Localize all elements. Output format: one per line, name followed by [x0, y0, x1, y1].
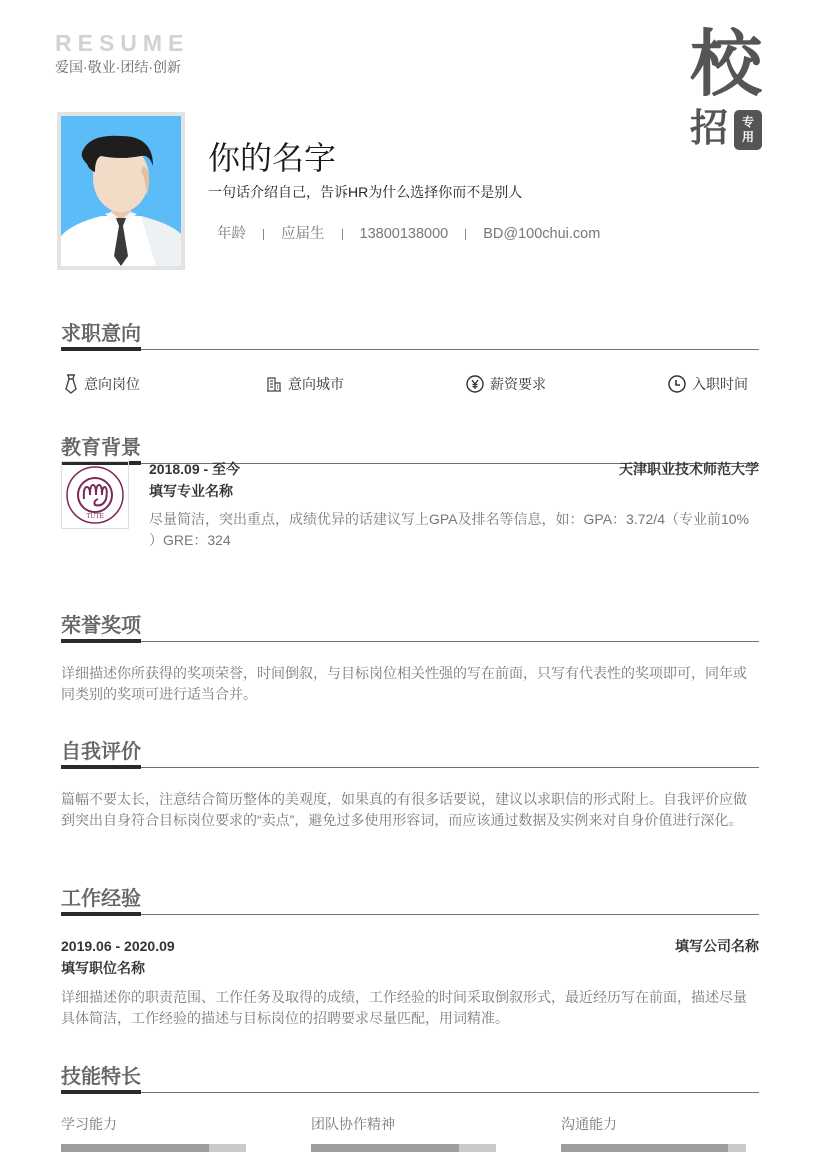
contact-divider	[263, 229, 264, 240]
intent-label: 意向城市	[288, 376, 344, 392]
skills-list	[61, 1115, 759, 1155]
work-company: 填写公司名称	[675, 938, 759, 954]
section-title: 自我评价	[61, 741, 141, 763]
contact-phone: 13800138000	[359, 226, 449, 242]
section-work-experience	[61, 887, 759, 1029]
section-title: 求职意向	[61, 323, 141, 345]
education-description: 尽量简洁，突出重点，成绩优异的话建议写上GPA及排名等信息，如：GPA：3.72/4（专业前10% ）GRE：324	[149, 511, 749, 548]
section-header	[61, 322, 759, 350]
contact-divider	[342, 229, 343, 240]
contact-age: 年龄	[217, 226, 246, 242]
skill-label: 团队协作精神	[311, 1116, 395, 1132]
school-emblem-icon	[65, 465, 125, 525]
skill-bar	[61, 1144, 246, 1152]
candidate-name: 你的名字	[208, 140, 337, 176]
skill-bar	[561, 1144, 746, 1152]
badge-tag-line1: 专	[741, 115, 754, 129]
work-description: 详细描述你的职责范围、工作任务及取得的成绩，工作经验的时间采取倒叙形式，最近经历写在前面，描述尽量具体简洁，工作经验的描述与目标岗位的招聘要求尽量匹配，用词精准。	[61, 989, 747, 1026]
svg-text:TUTE: TUTE	[86, 513, 104, 520]
contact-status: 应届生	[281, 226, 325, 242]
skill-label: 沟通能力	[561, 1116, 617, 1132]
self-evaluation-text: 篇幅不要太长，注意结合简历整体的美观度，如果真的有很多话要说，建议以求职信的形式附上。自我评价应做到突出自身符合目标岗位要求的“卖点”，避免过多使用形容词，而应该通过数据及实例来对自身价值进行深化。	[61, 791, 747, 828]
school-logo	[61, 461, 129, 529]
section-title: 技能特长	[61, 1066, 141, 1088]
intent-item-position	[64, 374, 140, 394]
resume-wordmark: RESUME	[55, 30, 190, 56]
contact-info	[217, 225, 600, 243]
intent-item-city	[266, 374, 344, 394]
intent-label: 意向岗位	[84, 376, 140, 392]
badge-tag	[734, 110, 762, 150]
skill-item	[561, 1115, 746, 1152]
section-title: 教育背景	[61, 437, 141, 459]
education-major: 填写专业名称	[149, 483, 233, 499]
contact-divider	[465, 229, 466, 240]
skill-bar-fill	[61, 1144, 209, 1152]
section-header	[61, 740, 759, 768]
badge-tag-line2: 用	[741, 130, 754, 144]
resume-motto: 爱国·敬业·团结·创新	[55, 59, 181, 75]
campus-recruit-badge	[688, 22, 768, 152]
intent-label: 薪资要求	[490, 376, 546, 392]
work-period: 2019.06 - 2020.09	[61, 938, 175, 954]
section-header	[61, 887, 759, 915]
section-job-intent	[61, 322, 759, 398]
clock-icon	[668, 375, 686, 393]
skill-bar	[311, 1144, 496, 1152]
intent-list	[61, 374, 759, 398]
yen-icon	[466, 375, 484, 393]
avatar-photo	[57, 112, 185, 270]
education-school: 天津职业技术师范大学	[619, 461, 759, 477]
candidate-tagline: 一句话介绍自己，告诉HR为什么选择你而不是别人	[208, 184, 523, 200]
avatar-illustration-icon	[61, 116, 181, 266]
section-title: 工作经验	[61, 888, 141, 910]
honors-description: 详细描述你所获得的奖项荣誉，时间倒叙，与目标岗位相关性强的写在前面，只写有代表性的奖项即可，同年或同类别的奖项可进行适当合并。	[61, 665, 747, 702]
section-skills	[61, 1065, 759, 1155]
section-header	[61, 614, 759, 642]
section-education	[61, 436, 759, 586]
intent-item-start-date	[668, 374, 748, 394]
contact-email: BD@100chui.com	[483, 226, 601, 242]
skill-item	[61, 1115, 246, 1152]
tie-icon	[64, 374, 78, 394]
skill-item	[311, 1115, 496, 1152]
education-entry	[149, 458, 759, 551]
skill-bar-fill	[561, 1144, 728, 1152]
skill-label: 学习能力	[61, 1116, 117, 1132]
work-position: 填写职位名称	[61, 960, 145, 976]
badge-big-char: 校	[690, 21, 763, 106]
badge-small-char: 招	[690, 105, 729, 150]
intent-label: 入职时间	[692, 376, 748, 392]
section-header	[61, 1065, 759, 1093]
section-self-evaluation	[61, 740, 759, 831]
skill-bar-fill	[311, 1144, 459, 1152]
education-period: 2018.09 - 至今	[149, 461, 241, 477]
section-honors	[61, 614, 759, 705]
section-title: 荣誉奖项	[61, 615, 141, 637]
building-icon	[266, 376, 282, 392]
intent-item-salary	[466, 374, 546, 394]
resume-brand	[55, 30, 189, 76]
